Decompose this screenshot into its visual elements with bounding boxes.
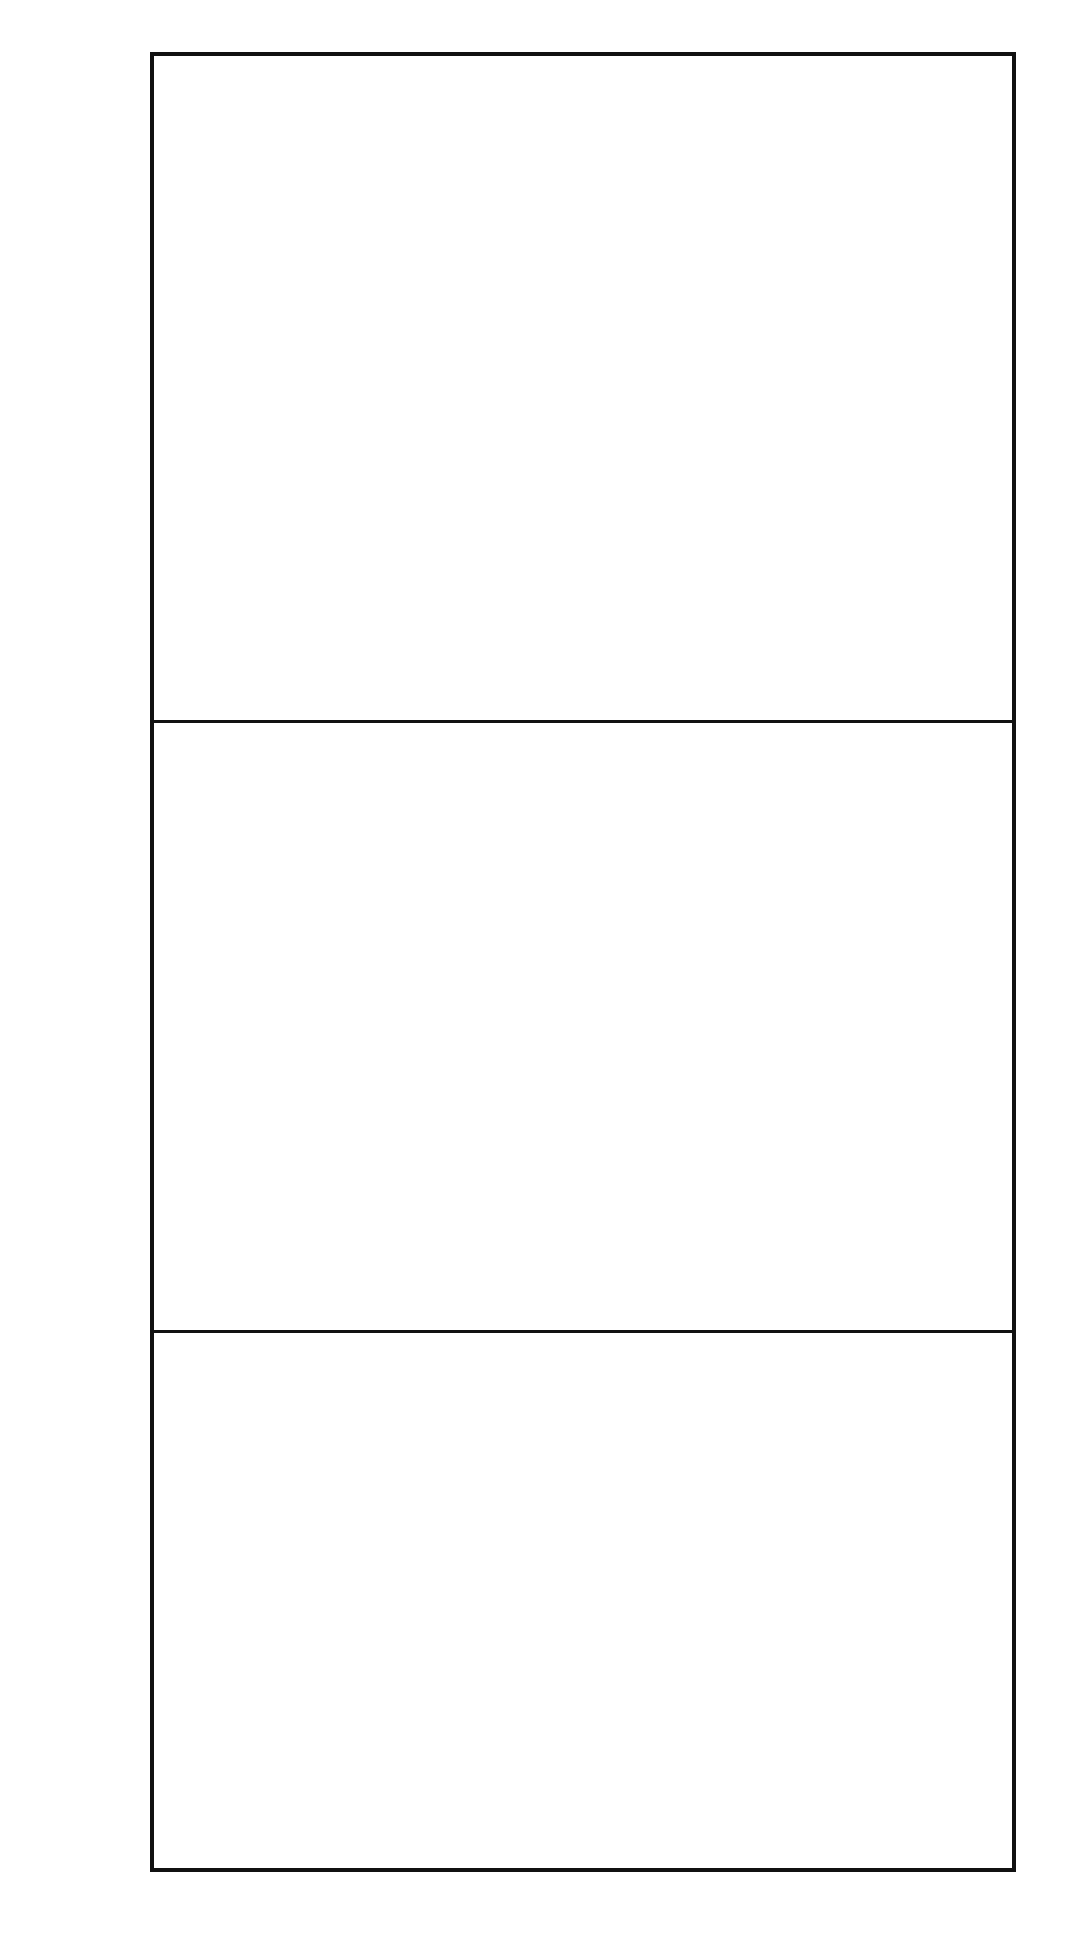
middle-panel-appendix	[154, 720, 1012, 1330]
running-header	[58, 120, 142, 1880]
page-frame	[150, 52, 1016, 1872]
top-panel-water-21-24	[154, 56, 1012, 720]
bottom-panel-fire-radical	[154, 1330, 1012, 1868]
